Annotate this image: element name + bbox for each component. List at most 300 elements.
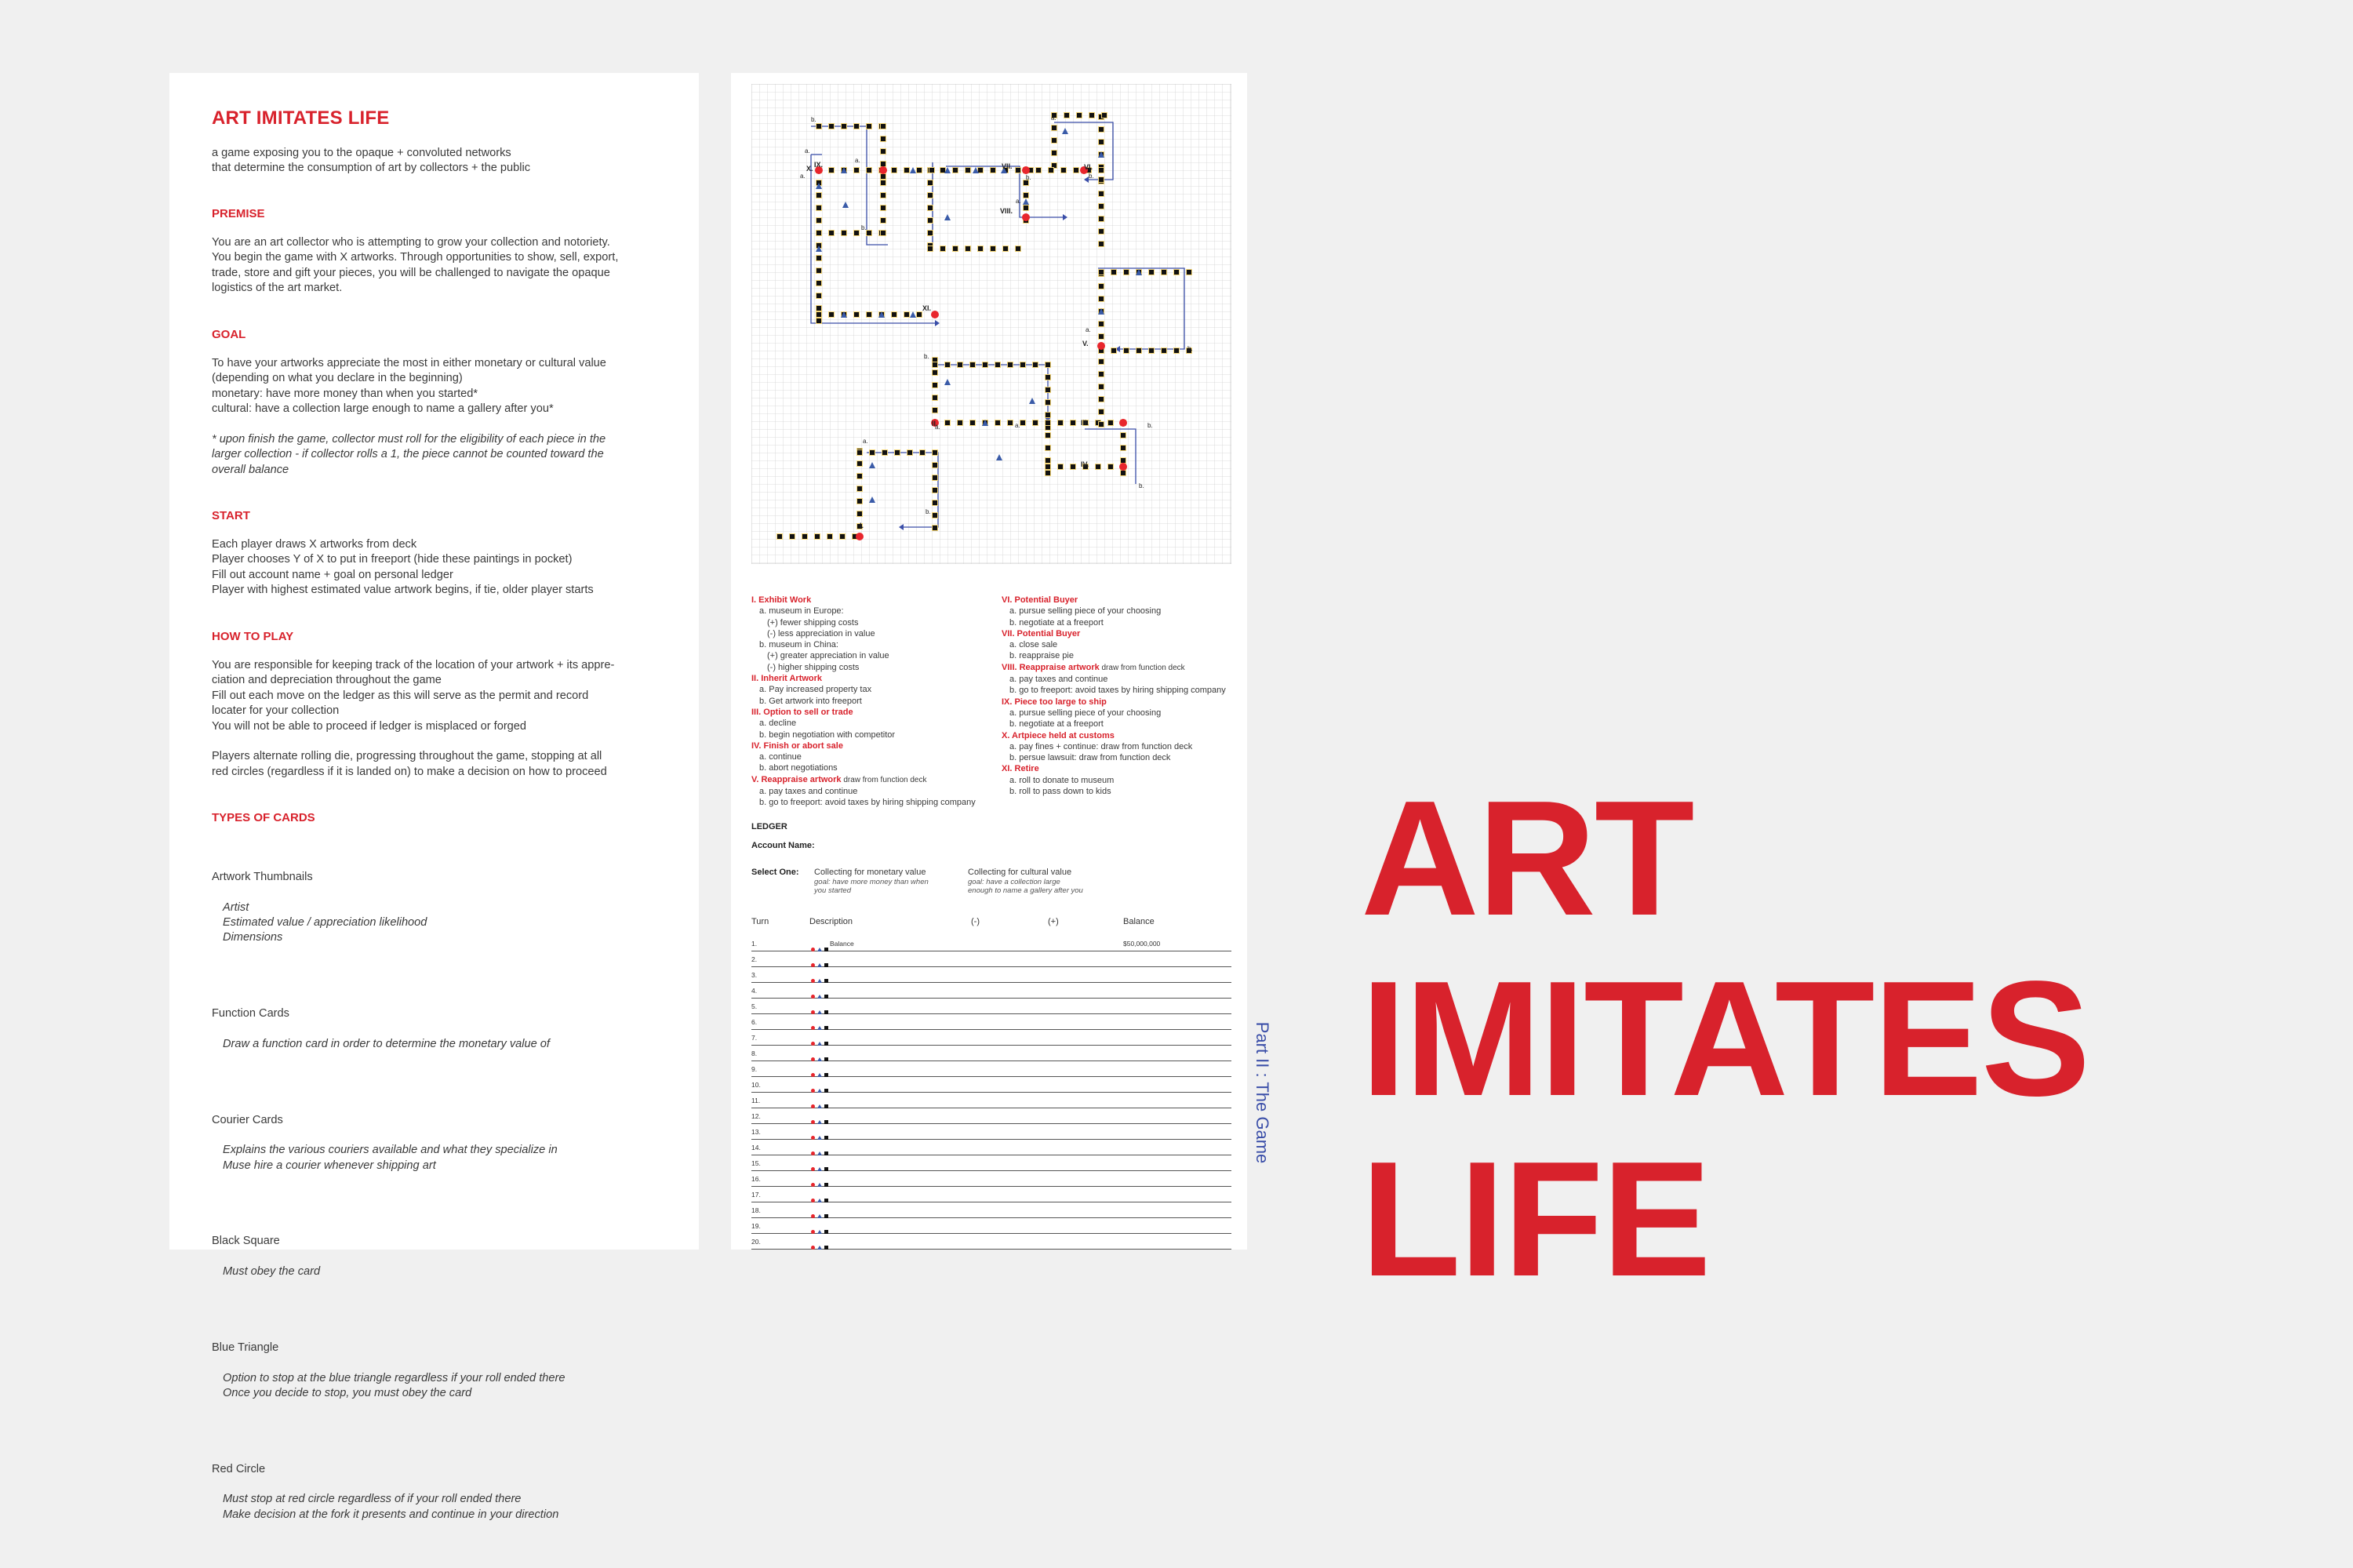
black-square-icon[interactable]	[953, 168, 958, 173]
stop-label-vii: VII.	[1002, 162, 1013, 170]
stop-label-ix: IX.	[814, 161, 824, 169]
ledger-row-number: 19.	[751, 1222, 761, 1230]
legend-entry	[1002, 628, 1253, 662]
black-square-icon[interactable]	[881, 136, 886, 142]
red-circle-icon[interactable]	[1119, 419, 1127, 427]
legend-entry	[1002, 763, 1253, 797]
black-square-icon[interactable]	[1136, 348, 1142, 354]
goal-body: To have your artworks appreciate the most in either monetary or cultural value (depending on what you declare in the beginning) monetary: have more money than when you started* cultural: have a collection large enough to name a gallery after you*	[212, 357, 606, 416]
black-square-icon[interactable]	[1008, 420, 1013, 426]
black-square-icon[interactable]	[854, 312, 860, 318]
black-square-icon[interactable]	[816, 306, 822, 311]
branch-label-b: b.	[926, 508, 931, 515]
black-square-icon[interactable]	[1099, 177, 1104, 183]
black-square-icon[interactable]	[1099, 168, 1104, 173]
black-square-icon[interactable]	[991, 168, 996, 173]
legend-option: a. pay taxes and continue	[759, 787, 858, 797]
legend-entry-heading: XI. Retire	[1002, 764, 1039, 774]
black-square-icon[interactable]	[1016, 246, 1021, 252]
stop-label-xi: XI.	[922, 304, 932, 312]
black-square-icon[interactable]	[958, 362, 963, 368]
card-type-desc: Option to stop at the blue triangle regardless if your roll ended there Once you decide to stop, you must obey the card	[223, 1371, 566, 1399]
legend-entry-heading: VIII. Reappraise artwork draw from function deck	[1002, 662, 1185, 672]
black-square-icon[interactable]	[1024, 206, 1029, 211]
ledger-row[interactable]	[751, 983, 1231, 999]
ledger-row[interactable]	[751, 1046, 1231, 1061]
black-square-icon[interactable]	[928, 180, 933, 186]
black-square-icon[interactable]	[928, 206, 933, 211]
black-square-icon[interactable]	[1099, 229, 1104, 235]
black-square-icon[interactable]	[1046, 362, 1051, 368]
black-square-icon[interactable]	[933, 370, 938, 376]
legend-entry	[1002, 662, 1253, 697]
legend-entry	[751, 595, 1002, 673]
black-square-icon[interactable]	[881, 149, 886, 155]
ledger-row-number: 17.	[751, 1191, 761, 1199]
black-square-icon[interactable]	[1046, 446, 1051, 451]
legend-option: b. persue lawsuit: draw from function deck	[1009, 753, 1171, 763]
black-square-icon[interactable]	[1074, 168, 1079, 173]
black-square-icon[interactable]	[1099, 127, 1104, 133]
black-square-icon[interactable]	[1099, 372, 1104, 377]
types-of-cards-heading: TYPES OF CARDS	[212, 811, 315, 824]
branch-label-a: a.	[855, 157, 860, 164]
black-square-icon[interactable]	[966, 246, 971, 252]
black-square-icon[interactable]	[881, 174, 886, 180]
black-square-icon[interactable]	[1046, 464, 1051, 470]
black-square-icon[interactable]	[945, 362, 951, 368]
black-square-icon[interactable]	[881, 180, 886, 186]
black-square-icon[interactable]	[995, 420, 1001, 426]
black-square-icon[interactable]	[881, 193, 886, 198]
black-square-icon[interactable]	[842, 124, 847, 129]
black-square-icon[interactable]	[933, 450, 938, 456]
ledger-row[interactable]	[751, 1218, 1231, 1234]
black-square-icon[interactable]	[1071, 464, 1076, 470]
black-square-icon[interactable]	[881, 124, 886, 129]
legend-entry-heading: VI. Potential Buyer	[1002, 595, 1078, 605]
black-square-icon[interactable]	[1149, 348, 1155, 354]
option-monetary[interactable]	[814, 868, 947, 895]
black-square-icon[interactable]	[904, 168, 910, 173]
ledger-row[interactable]	[751, 1187, 1231, 1202]
red-circle-icon[interactable]	[856, 533, 864, 540]
red-circle-icon	[811, 1246, 815, 1250]
blue-triangle-icon	[817, 1246, 822, 1250]
black-square-icon[interactable]	[1064, 113, 1070, 118]
black-square-icon[interactable]	[892, 312, 897, 318]
ledger-row-number: 14.	[751, 1144, 761, 1151]
black-square-icon[interactable]	[1020, 362, 1026, 368]
black-square-icon[interactable]	[940, 168, 946, 173]
legend-option: a. museum in Europe:	[759, 606, 844, 617]
ledger-row[interactable]	[751, 951, 1231, 967]
black-square-icon[interactable]	[816, 193, 822, 198]
black-square-icon[interactable]	[1099, 334, 1104, 340]
legend-option: a. roll to donate to museum	[1009, 775, 1115, 785]
legend-option: a. decline	[759, 719, 797, 729]
black-square-icon[interactable]	[1149, 270, 1155, 275]
legend-option: b. go to freeport: avoid taxes by hiring shipping company	[759, 798, 976, 808]
ledger-row[interactable]	[751, 1234, 1231, 1250]
black-square-icon[interactable]	[1046, 413, 1051, 418]
black-square-icon[interactable]	[945, 420, 951, 426]
black-square-icon[interactable]	[1033, 420, 1038, 426]
black-square-icon[interactable]	[1046, 375, 1051, 380]
red-circle-icon[interactable]	[879, 166, 887, 174]
legend-entry-heading: I. Exhibit Work	[751, 595, 812, 605]
black-square-icon[interactable]	[829, 231, 835, 236]
big-title: ART IMITATES LIFE	[1361, 767, 2089, 1311]
black-square-icon[interactable]	[1071, 420, 1076, 426]
black-square-icon[interactable]	[970, 420, 976, 426]
goal-heading: GOAL	[212, 328, 246, 341]
legend-option: (+) greater appreciation in value	[767, 651, 889, 661]
black-square-icon[interactable]	[1061, 168, 1067, 173]
black-square-icon[interactable]	[970, 362, 976, 368]
black-square-icon[interactable]	[1099, 397, 1104, 402]
black-square-icon[interactable]	[1046, 387, 1051, 393]
ledger-row-number: 20.	[751, 1238, 761, 1246]
stop-label-i: I.	[860, 522, 864, 529]
legend-entry	[1002, 697, 1253, 730]
red-circle-icon[interactable]	[1119, 463, 1127, 471]
black-square-icon[interactable]	[816, 318, 822, 324]
card-type-title: Function Cards	[212, 1007, 289, 1020]
legend-option: b. reappraise pie	[1009, 651, 1074, 661]
black-square-icon[interactable]	[854, 231, 860, 236]
card-type	[212, 1219, 682, 1295]
black-square-icon[interactable]	[1099, 284, 1104, 289]
black-square-icon[interactable]	[928, 246, 933, 252]
black-square-icon[interactable]	[904, 312, 910, 318]
black-square-icon[interactable]	[1046, 458, 1051, 464]
black-square-icon[interactable]	[1052, 151, 1057, 156]
black-square-icon[interactable]	[895, 450, 900, 456]
ledger-row[interactable]	[751, 1140, 1231, 1155]
branch-label-a: a.	[863, 438, 868, 445]
black-square-icon[interactable]	[816, 231, 822, 236]
black-square-icon[interactable]	[1162, 270, 1167, 275]
black-square-icon[interactable]	[1102, 113, 1107, 118]
ledger-row-number: 12.	[751, 1112, 761, 1120]
black-square-icon[interactable]	[1121, 471, 1126, 476]
ledger-row[interactable]	[751, 1202, 1231, 1218]
black-square-icon[interactable]	[1052, 126, 1057, 131]
black-square-icon[interactable]	[816, 312, 822, 318]
ledger-col-turn: Turn	[751, 917, 769, 926]
black-square-icon[interactable]	[1099, 422, 1104, 427]
black-square-icon[interactable]	[928, 231, 933, 236]
black-square-icon[interactable]	[1046, 420, 1051, 426]
legend-option: b. negotiate at a freeport	[1009, 617, 1104, 628]
black-square-icon[interactable]	[816, 124, 822, 129]
legend-entry-heading: V. Reappraise artwork draw from function deck	[751, 774, 927, 784]
branch-label-a: a.	[805, 147, 810, 155]
black-square-icon[interactable]	[829, 312, 835, 318]
red-circle-icon[interactable]	[1097, 342, 1105, 350]
option-monetary-label: Collecting for monetary value	[814, 868, 926, 877]
legend-option: a. pay fines + continue: draw from function deck	[1009, 741, 1193, 751]
black-square-icon[interactable]	[933, 526, 938, 531]
black-square-icon[interactable]	[920, 450, 926, 456]
select-one-label: Select One:	[751, 868, 799, 877]
black-square-icon[interactable]	[816, 256, 822, 261]
black-square-icon[interactable]	[978, 246, 984, 252]
black-square-icon[interactable]	[857, 499, 863, 504]
black-square-icon[interactable]	[790, 534, 795, 540]
stop-label-iii: III.	[1081, 419, 1089, 427]
black-square-icon[interactable]	[1058, 420, 1064, 426]
card-type-desc: Artist Estimated value / appreciation likelihood Dimensions	[223, 900, 427, 944]
black-square-icon[interactable]	[917, 168, 922, 173]
black-square-icon[interactable]	[881, 162, 886, 167]
black-square-icon[interactable]	[1124, 270, 1129, 275]
black-square-icon[interactable]	[1089, 113, 1095, 118]
black-square-icon[interactable]	[933, 488, 938, 493]
card-type-desc: Draw a function card in order to determine the monetary value of	[223, 1037, 550, 1050]
premise-heading: PREMISE	[212, 207, 265, 220]
black-square-icon[interactable]	[816, 268, 822, 274]
black-square-icon[interactable]	[1024, 193, 1029, 198]
card-type-title: Artwork Thumbnails	[212, 870, 313, 883]
black-square-icon[interactable]	[907, 450, 913, 456]
black-square-icon[interactable]	[933, 475, 938, 481]
black-square-icon[interactable]	[881, 218, 886, 224]
black-square-icon[interactable]	[815, 534, 820, 540]
black-square-icon[interactable]	[928, 218, 933, 224]
black-square-icon[interactable]	[1003, 246, 1009, 252]
stop-label-x: X.	[806, 165, 813, 173]
stop-label-iv: IV.	[1081, 460, 1089, 468]
black-square-icon[interactable]	[1174, 348, 1180, 354]
black-square-icon[interactable]	[777, 534, 783, 540]
ledger-row-number: 8.	[751, 1050, 758, 1057]
black-square-icon[interactable]	[1121, 446, 1126, 451]
branch-label-b: b.	[924, 353, 929, 360]
branch-label-a: a.	[800, 173, 806, 180]
ledger-row-number: 16.	[751, 1175, 761, 1183]
legend-left-column	[751, 595, 1002, 809]
ledger-row[interactable]	[751, 1014, 1231, 1030]
black-square-icon[interactable]	[1020, 420, 1026, 426]
legend-option: a. pay taxes and continue	[1009, 675, 1108, 685]
black-square-icon[interactable]	[953, 246, 958, 252]
game-board	[751, 84, 1231, 564]
black-square-icon[interactable]	[933, 395, 938, 401]
card-types-list	[212, 839, 682, 1568]
black-square-icon[interactable]	[854, 124, 860, 129]
black-square-icon[interactable]	[1099, 322, 1104, 327]
stop-label-ii: II.	[932, 420, 938, 427]
ledger-row[interactable]	[751, 1093, 1231, 1108]
black-square-icon[interactable]	[1036, 168, 1042, 173]
black-square-icon[interactable]	[842, 231, 847, 236]
legend-entry-heading: III. Option to sell or trade	[751, 707, 853, 717]
black-square-icon[interactable]	[867, 231, 872, 236]
black-square-icon[interactable]	[978, 168, 984, 173]
red-circle-icon[interactable]	[1022, 213, 1030, 221]
black-square-icon[interactable]	[983, 362, 988, 368]
black-square-icon[interactable]	[1099, 204, 1104, 209]
black-square-icon[interactable]	[1174, 270, 1180, 275]
legend-entry-heading: IV. Finish or abort sale	[751, 740, 843, 751]
legend-option: a. continue	[759, 752, 802, 762]
black-square-icon[interactable]	[1099, 140, 1104, 145]
ledger-row-number: 4.	[751, 987, 758, 995]
card-type	[212, 1097, 682, 1188]
ledger-row-number: 2.	[751, 955, 758, 963]
black-square-icon[interactable]	[933, 383, 938, 388]
black-square-icon[interactable]	[802, 534, 808, 540]
ledger-row[interactable]	[751, 1061, 1231, 1077]
black-square-icon[interactable]	[1187, 270, 1192, 275]
ledger-row[interactable]	[751, 1030, 1231, 1046]
black-square-icon[interactable]	[1052, 138, 1057, 144]
branch-label-a: a.	[1086, 326, 1091, 333]
black-square-icon[interactable]	[854, 168, 860, 173]
black-square-icon[interactable]	[1099, 359, 1104, 365]
ledger-row[interactable]	[751, 1155, 1231, 1171]
premise-body: You are an art collector who is attempting to grow your collection and notoriety. You begin the game with X artworks. Through opportunities to show, sell, export, trade, store and gift your pieces, you will be challenged to navigate the opaque logistics of the art market.	[212, 236, 619, 295]
legend-option: (+) fewer shipping costs	[767, 617, 859, 628]
black-square-icon	[824, 1246, 828, 1250]
branch-label-b: b.	[1187, 345, 1193, 352]
black-square-icon[interactable]	[1108, 420, 1114, 426]
black-square-icon[interactable]	[1108, 464, 1114, 470]
black-square-icon[interactable]	[892, 168, 897, 173]
black-square-icon[interactable]	[857, 486, 863, 492]
black-square-icon[interactable]	[1096, 464, 1101, 470]
black-square-icon[interactable]	[1099, 297, 1104, 302]
black-square-icon[interactable]	[991, 246, 996, 252]
ledger-row[interactable]	[751, 1124, 1231, 1140]
black-square-icon[interactable]	[1016, 168, 1021, 173]
ledger-row[interactable]	[751, 967, 1231, 983]
card-type	[212, 991, 682, 1068]
ledger-title: LEDGER	[751, 822, 787, 831]
black-square-icon[interactable]	[816, 293, 822, 299]
black-square-icon[interactable]	[857, 461, 863, 467]
card-type-desc: Must stop at red circle regardless of if your roll ended there Make decision at the fork it presents and continue in your direction	[223, 1493, 559, 1521]
branch-label-b: b.	[811, 116, 816, 123]
rules-subtitle: a game exposing you to the opaque + convoluted networks that determine the consumption of art by collectors + the public	[212, 147, 531, 174]
black-square-icon[interactable]	[1033, 362, 1038, 368]
vertical-caption-text: Part II : The Game	[1253, 1021, 1272, 1164]
black-square-icon[interactable]	[857, 474, 863, 479]
black-square-icon[interactable]	[966, 168, 971, 173]
board-page	[731, 73, 1247, 1250]
black-square-icon[interactable]	[882, 450, 888, 456]
ledger-row[interactable]	[751, 1077, 1231, 1093]
black-square-icon[interactable]	[881, 231, 886, 236]
stop-label-v: V.	[1082, 340, 1089, 347]
black-square-icon[interactable]	[1077, 113, 1082, 118]
black-square-icon[interactable]	[840, 534, 846, 540]
ledger-row[interactable]	[751, 936, 1231, 951]
option-cultural[interactable]	[968, 868, 1101, 895]
card-type	[212, 854, 682, 961]
black-square-icon[interactable]	[816, 281, 822, 286]
black-square-icon[interactable]	[1099, 270, 1104, 275]
black-square-icon[interactable]	[1121, 458, 1126, 464]
black-square-icon[interactable]	[867, 312, 872, 318]
goal-note: * upon finish the game, collector must roll for the eligibility of each piece in the larger collection - if collector rolls a 1, the piece cannot be counted toward the overall balance	[212, 433, 606, 476]
black-square-icon[interactable]	[1099, 409, 1104, 415]
black-square-icon[interactable]	[857, 450, 863, 456]
black-square-icon[interactable]	[1099, 216, 1104, 222]
ledger-row-balance: $50,000,000	[1123, 940, 1161, 948]
black-square-icon[interactable]	[917, 312, 922, 318]
ledger-row-number: 1.	[751, 940, 758, 948]
black-square-icon[interactable]	[857, 511, 863, 517]
black-square-icon[interactable]	[928, 193, 933, 198]
black-square-icon[interactable]	[1008, 362, 1013, 368]
black-square-icon[interactable]	[1049, 168, 1054, 173]
black-square-icon[interactable]	[995, 362, 1001, 368]
black-square-icon[interactable]	[933, 463, 938, 468]
black-square-icon[interactable]	[1099, 242, 1104, 247]
legend-entry	[1002, 730, 1253, 764]
black-square-icon[interactable]	[816, 218, 822, 224]
black-square-icon[interactable]	[867, 124, 872, 129]
ledger-col-description: Description	[809, 917, 853, 926]
red-circle-icon[interactable]	[931, 311, 939, 318]
legend-entry-heading: IX. Piece too large to ship	[1002, 697, 1107, 707]
black-square-icon[interactable]	[1046, 471, 1051, 476]
legend-right-column	[1002, 595, 1253, 797]
ledger-row-number: 6.	[751, 1018, 758, 1026]
black-square-icon[interactable]	[933, 362, 938, 368]
black-square-icon[interactable]	[829, 124, 835, 129]
black-square-icon[interactable]	[867, 168, 872, 173]
branch-label-b: b.	[1089, 173, 1094, 180]
ledger-row-description: Balance	[830, 940, 854, 948]
black-square-icon[interactable]	[1124, 348, 1129, 354]
ledger-row[interactable]	[751, 1108, 1231, 1124]
black-square-icon[interactable]	[816, 206, 822, 211]
black-square-icon[interactable]	[870, 450, 875, 456]
ledger-row[interactable]	[751, 999, 1231, 1014]
black-square-icon[interactable]	[958, 420, 963, 426]
black-square-icon[interactable]	[1099, 384, 1104, 390]
black-square-icon[interactable]	[1058, 464, 1064, 470]
black-square-icon[interactable]	[933, 408, 938, 413]
black-square-icon[interactable]	[929, 168, 935, 173]
legend-option: b. abort negotiations	[759, 763, 838, 773]
black-square-icon[interactable]	[881, 206, 886, 211]
black-square-icon[interactable]	[1099, 191, 1104, 197]
black-square-icon[interactable]	[1111, 348, 1117, 354]
option-cultural-label: Collecting for cultural value	[968, 868, 1072, 877]
black-square-icon[interactable]	[1046, 400, 1051, 406]
black-square-icon[interactable]	[940, 246, 946, 252]
black-square-icon[interactable]	[1111, 270, 1117, 275]
black-square-icon[interactable]	[829, 168, 835, 173]
black-square-icon[interactable]	[1162, 348, 1167, 354]
black-square-icon[interactable]	[933, 513, 938, 518]
black-square-icon[interactable]	[933, 500, 938, 506]
ledger-row[interactable]	[751, 1171, 1231, 1187]
red-circle-icon[interactable]	[1022, 166, 1030, 174]
legend-option: a. pursue selling piece of your choosing	[1009, 708, 1162, 718]
black-square-icon[interactable]	[1121, 433, 1126, 438]
legend-option: a. Pay increased property tax	[759, 685, 872, 695]
stop-label-vi: VI.	[1084, 163, 1093, 171]
ledger-row-number: 7.	[751, 1034, 758, 1042]
black-square-icon[interactable]	[1046, 433, 1051, 438]
black-square-icon[interactable]	[827, 534, 833, 540]
